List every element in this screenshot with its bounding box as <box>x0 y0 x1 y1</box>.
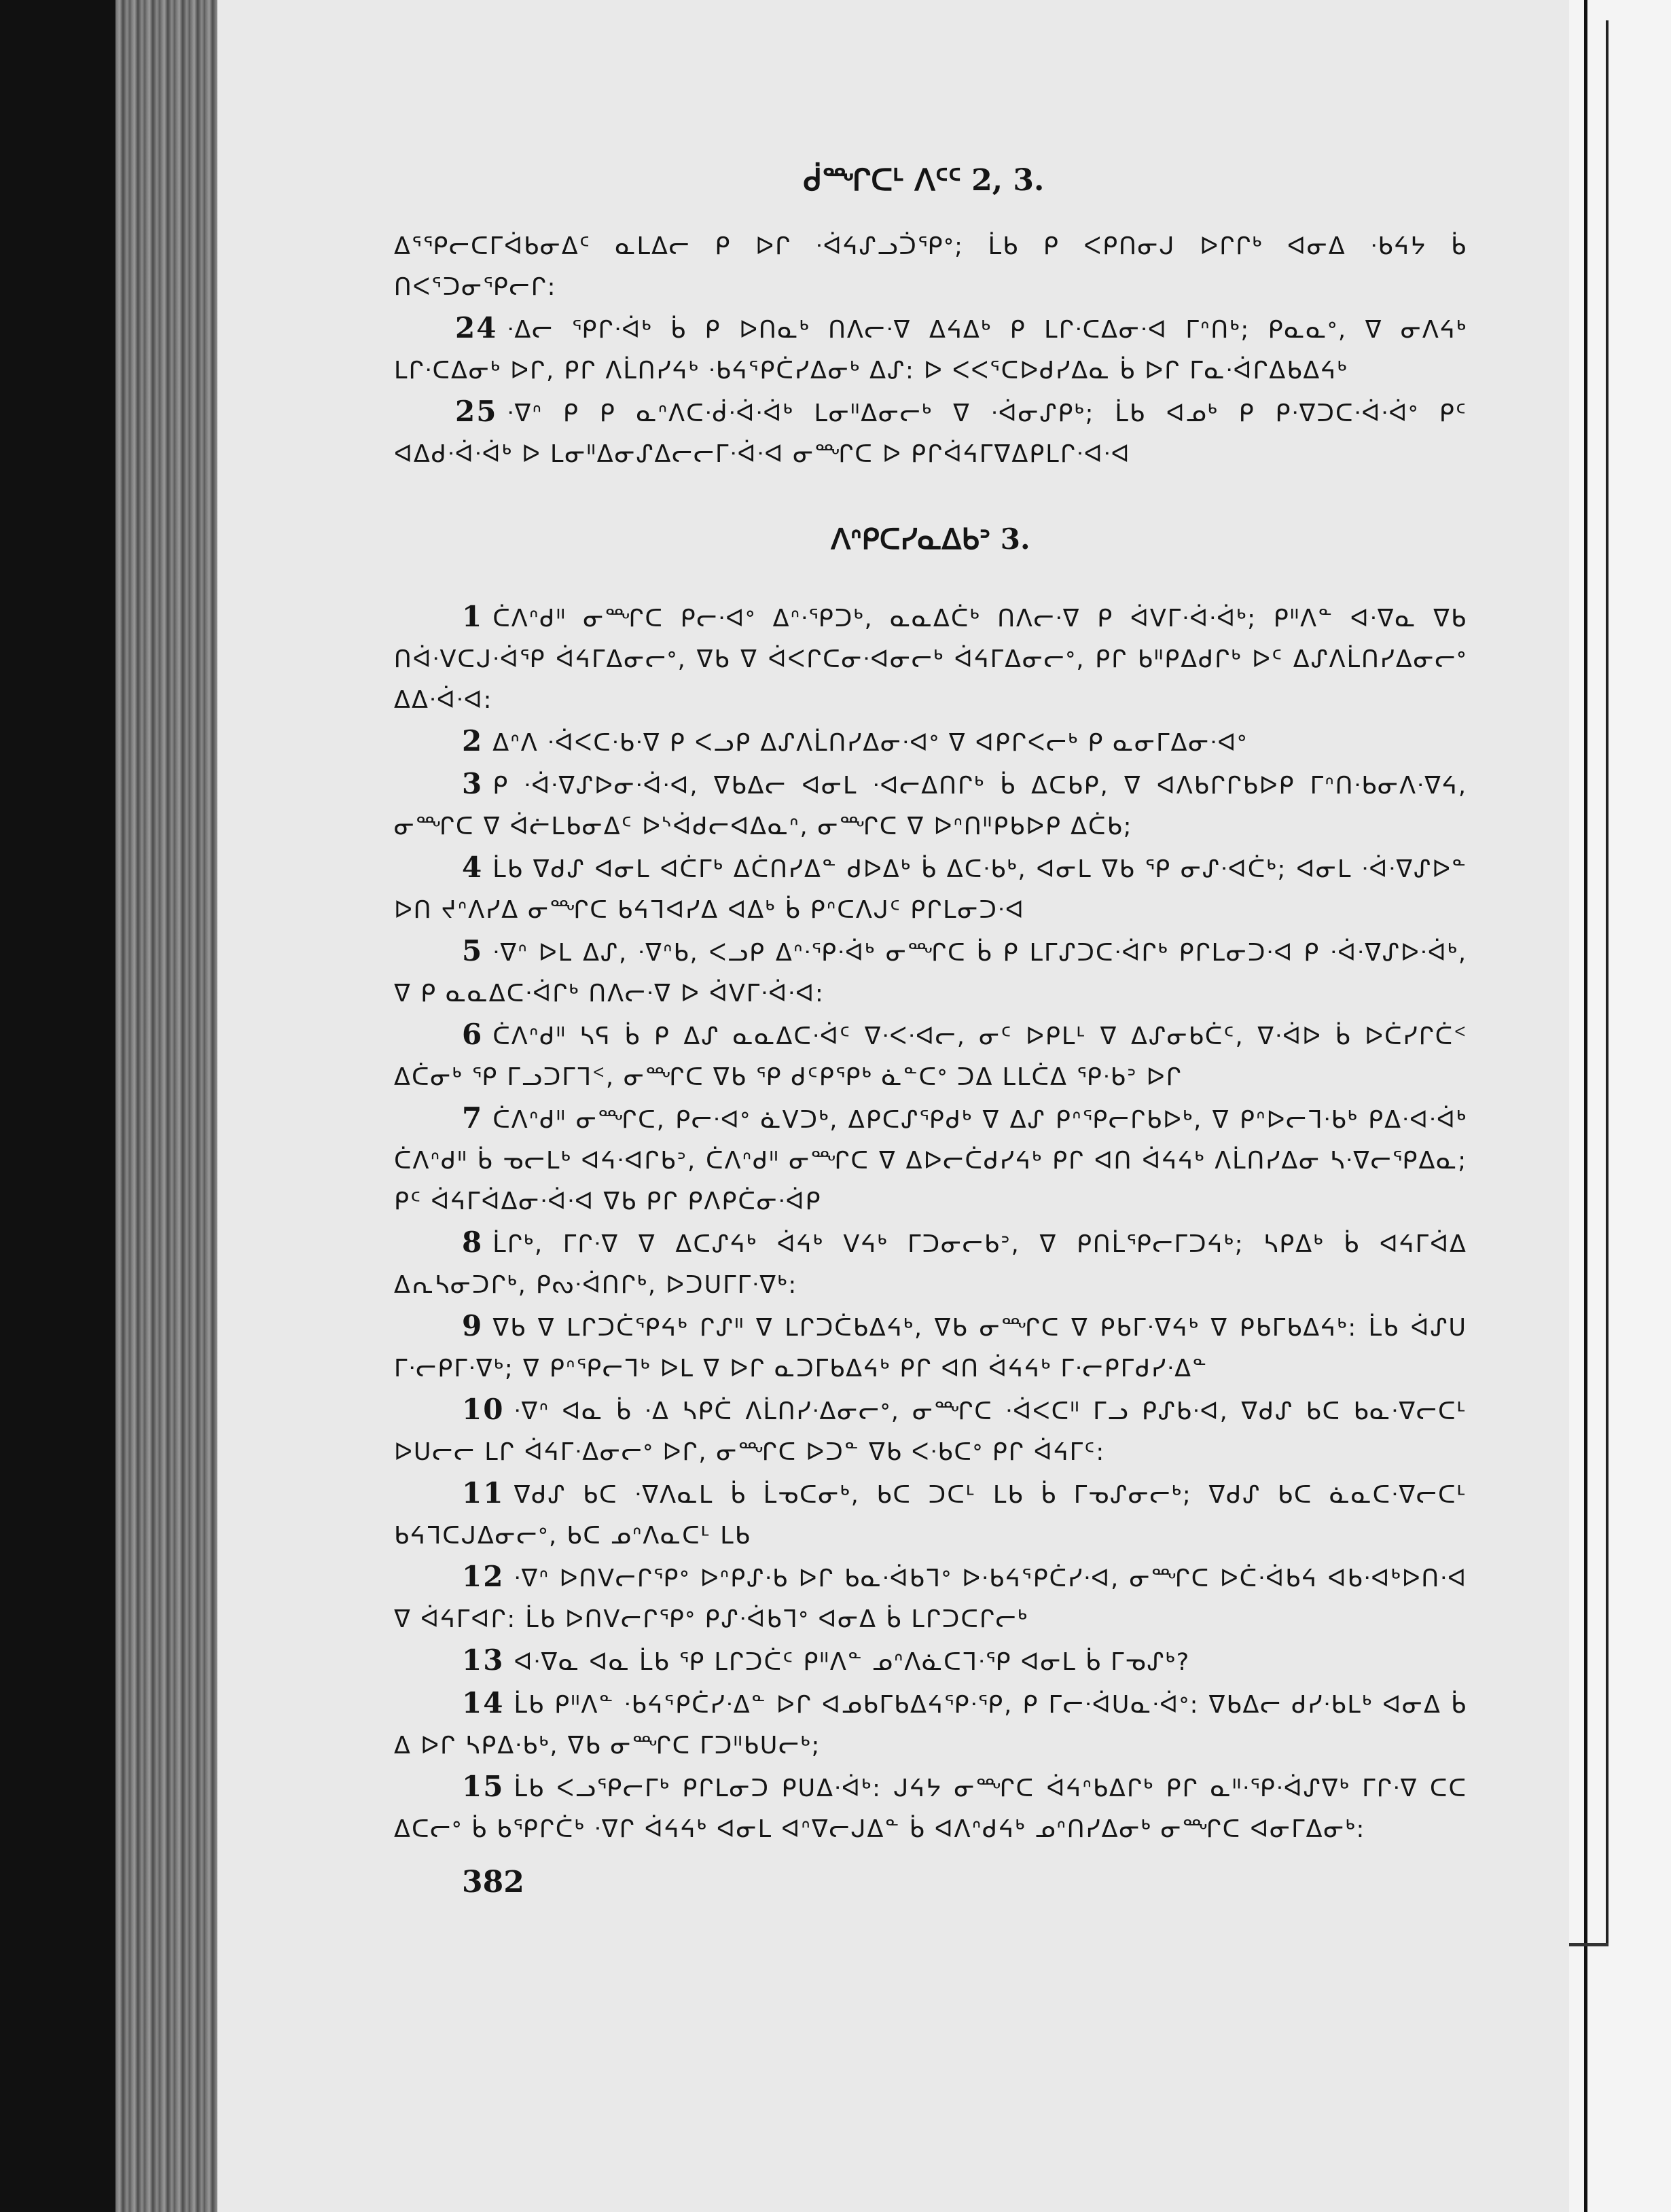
running-head: ᑰᙱᑕᒻ ᐱᑦᑦ 2, 3. <box>803 163 1045 198</box>
verse-5 <box>394 931 1467 1014</box>
verse-1 <box>394 596 1467 721</box>
verse-3 <box>394 764 1467 847</box>
verse-text: ᒫᒋᒃ, ᒥᒋᐧᐁ ᐁ ᐃᑕᔑᔦᒃ ᐋᔦᒃ ᐯᔦᒃ ᒥᑐᓂᓕᑲᐣ, ᐁ ᑭᑎᒫᕿᓕᒥᑐᔦᒃ; ᓴᑭᐃᒃ ᑳ ᐊᔦᒥᐋᐃ ᐃᕆᓴᓂᑐᒋᒃ, ᑭᔓᐧᐋᑎᒋᒃ, ᐅᑐᑌᒥᒥᐧᐁᒃ: <box>394 1231 1467 1299</box>
facing-page-edge <box>1569 0 1671 2212</box>
verse-text: ᐧᐁᐢ ᐊᓇ ᑳ ᐧᐃ ᓴᑭᑖ ᐱᒫᑎᓯᐧᐃᓂᓕᐤ, ᓂᙱᑕ ᐧᐋᐸᑕᐦ ᒥᓗ ᑭᔑᑲᐧᐊ, ᐁᑯᔑ ᑲᑕ ᑲᓇᐧᐁᓕᑕᒻ ᐅᑌᓕᓕ ᒪᒋ ᐋᔦᒥᐧᐃᓂᓕᐤ ᐅᒋ, ᓂᙱᑕ ᐅᑐᓐ ᐁᑲ ᐸᐧᑲᑕᐤ ᑭᒋ ᐋᔦᒥᑦ: <box>394 1398 1467 1466</box>
verse-11 <box>394 1473 1467 1556</box>
verse-text: ᐧᐃᓕ ᕿᒋᐧᐋᒃ ᑳ ᑭ ᐅᑎᓇᒃ ᑎᐱᓕᐧᐁ ᐃᔦᐃᒃ ᑭ ᒪᒋᐧᑕᐃᓂᐧᐊ ᒥᐢᑎᒃ; ᑭᓇᓇᐤ, ᐁ ᓂᐱᔦᒃ ᒪᒋᐧᑕᐃᓂᒃ ᐅᒋ, ᑭᒋ ᐱᒫᑎᓯᔦᒃ ᐧᑲᔦᕐᑭᑖᓯᐃᓂᒃ ᐃᔑ: ᐅ ᐸᐸᕐᑕᐅᑯᓯᐃᓇ ᑳ ᐅᒋ ᒥᓇᐧᐋᒋᐃᑲᐃᔦᒃ <box>394 317 1467 385</box>
verse-number: 6 <box>462 1018 484 1051</box>
verse-number: 7 <box>462 1101 484 1135</box>
page-edge-foot <box>1569 1943 1609 1946</box>
verse-number: 11 <box>462 1476 505 1510</box>
verse-13 <box>394 1640 1467 1683</box>
verse-number: 8 <box>462 1226 484 1259</box>
verse-text: ᒫᑲ ᑭᐦᐱᓐ ᐧᑲᔦᕐᑭᑖᓯᐧᐃᓐ ᐅᒋ ᐊᓄᑲᒥᑲᐃᔦᕿᐧᕿ, ᑭ ᒥᓕᐧᐋᑌᓇᐧᐋᐤ: ᐁᑲᐃᓕ ᑯᓯᐧᑲᒪᒃ ᐊᓂᐃ ᑳ ᐃ ᐅᒋ ᓴᑭᐃᐧᑲᒃ, ᐁᑲ ᓂᙱᑕ ᒥᑐᐦᑲᑌᓕᒃ; <box>394 1692 1467 1760</box>
verse-text: ᒫᑲ ᐁᑯᔑ ᐊᓂᒪ ᐊᑖᒥᒃ ᐃᑖᑎᓯᐃᓐ ᑯᐅᐃᒃ ᑳ ᐃᑕᐧᑲᒃ, ᐊᓂᒪ ᐁᑲ ᕿ ᓂᔑᐧᐊᑖᒃ; ᐊᓂᒪ ᐧᐋᐧᐁᔑᐅᓐ ᐅᑎ ᔪᐢᐱᓯᐃ ᓂᙱᑕ ᑲᔦᒣᐊᓯᐃ ᐊᐃᒃ ᑳ ᑭᐢᑕᐱᒍᑦ ᑭᒋᒪᓂᑐᐧᐊ <box>394 856 1467 924</box>
verse-text: ᐁᑲ ᐁ ᒪᒋᑐᑖᕿᔦᒃ ᒋᔑᐦ ᐁ ᒪᒋᑐᑖᑲᐃᔦᒃ, ᐁᑲ ᓂᙱᑕ ᐁ ᑭᑲᒥᐧᐁᔦᒃ ᐁ ᑭᑲᒥᑲᐃᔦᒃ: ᒫᑲ ᐋᔑᑌ ᒥᐧᓕᑭᒥᐧᐁᒃ; ᐁ ᑭᐢᕿᓕᒣᒃ ᐅᒪ ᐁ ᐅᒋ ᓇᑐᒥᑲᐃᔦᒃ ᑭᒋ ᐊᑎ ᐋᔦᔦᒃ ᒥᐧᓕᑭᒥᑯᓯᐧᐃᓐ <box>394 1315 1467 1382</box>
verse-25 <box>394 391 1467 475</box>
chapter-2-tail <box>394 226 1467 475</box>
verse-number: 14 <box>462 1686 505 1719</box>
verse-number: 13 <box>462 1643 505 1677</box>
verse-number: 24 <box>455 311 498 344</box>
verse-text: ᐧᐁᐢ ᑭ ᑭ ᓇᐢᐱᑕᐧᑰᐧᐋᐧᐋᒃ ᒪᓂᐦᐃᓂᓕᒃ ᐁ ᐧᐋᓂᔑᑭᒃ; ᒫᑲ ᐊᓄᒃ ᑭ ᑭᐧᐁᑐᑕᐧᐋᐧᐋᐤ ᑭᑦ ᐊᐃᑯᐧᐋᐧᐋᒃ ᐅ ᒪᓂᐦᐃᓂᔑᐃᓕᓕᒥᐧᐋᐧᐊ ᓂᙱᑕ ᐅ ᑭᒋᐋᔦᒥᐁᐃᑭᒪᒋᐧᐊᐧᐊ <box>394 400 1467 468</box>
verse-text: ᒫᑲ ᐸᓗᕿᓕᒥᒃ ᑭᒋᒪᓂᑐ ᑭᑌᐃᐧᐋᒃ: ᒍᔦᔭ ᓂᙱᑕ ᐋᔦᐢᑲᐃᒋᒃ ᑭᒋ ᓇᐦᐧᕿᐧᐋᔑᐁᒃ ᒥᒋᐧᐁ ᑕᑕ ᐃᑕᓕᐤ ᑳ ᑲᕿᒋᑖᒃ ᐧᐁᒋ ᐋᔦᔦᒃ ᐊᓂᒪ ᐊᐢᐁᓕᒍᐃᓐ ᑳ ᐊᐱᐢᑯᔦᒃ ᓄᐢᑎᓯᐃᓂᒃ ᓂᙱᑕ ᐊᓂᒥᐃᓂᒃ: <box>394 1775 1467 1843</box>
verse-10 <box>394 1389 1467 1473</box>
verse-4 <box>394 847 1467 931</box>
verse-2 <box>394 721 1467 764</box>
verse-15 <box>394 1766 1467 1850</box>
verse-text: ᐧᐁᐢ ᐅᒪ ᐃᔑ, ᐧᐁᐢᑲ, ᐸᓗᑭ ᐃᐢᐧᕿᐧᐋᒃ ᓂᙱᑕ ᑳ ᑭ ᒪᒥᔑᑐᑕᐧᐋᒋᒃ ᑭᒋᒪᓂᑐᐧᐊ ᑭ ᐧᐋᐧᐁᔑᐅᐧᐋᒃ, ᐁ ᑭ ᓇᓇᐃᑕᐧᐋᒋᒃ ᑎᐱᓕᐧᐁ ᐅ ᐋᐯᒥᐧᐋᐧᐊ: <box>394 940 1467 1007</box>
verse-number: 10 <box>462 1393 505 1426</box>
verse-number: 5 <box>462 934 484 967</box>
verse-8 <box>394 1222 1467 1306</box>
verse-text: ᑖᐱᐢᑯᐦ ᓂᙱᑕ, ᑭᓕᐧᐊᐤ ᓈᐯᑐᒃ, ᐃᑭᑕᔑᕿᑯᒃ ᐁ ᐃᔑ ᑭᐢᕿᓕᒋᑲᐅᒃ, ᐁ ᑭᐢᐅᓕᒣᐧᑲᒃ ᑭᐃᐧᐊᐧᐋᒃ ᑖᐱᐢᑯᐦ ᑳ ᓀᓕᒪᒃ ᐊᔦᐧᐊᒋᑲᐣ, ᑖᐱᐢᑯᐦ ᓂᙱᑕ ᐁ ᐃᐅᓕᑖᑯᓯᔦᒃ ᑭᒋ ᐊᑎ ᐋᔦᔦᒃ ᐱᒫᑎᓯᐃᓂ ᓴᐧᐁᓕᕿᐃᓇ; ᑭᑦ ᐋᔦᒥᐋᐃᓂᐧᐋᐧᐊ ᐁᑲ ᑭᒋ ᑭᐱᑭᑖᓂᐧᐋᑭ <box>394 1107 1467 1215</box>
verse-number: 25 <box>455 395 498 428</box>
book-binding-gutter <box>115 0 217 2212</box>
chapter-3-verses <box>394 596 1467 1850</box>
verse-number: 9 <box>462 1309 484 1342</box>
verse-continuation <box>394 226 1467 308</box>
verse-9 <box>394 1306 1467 1389</box>
verse-7 <box>394 1098 1467 1222</box>
verse-14 <box>394 1683 1467 1766</box>
verse-text: ᑖᐱᐢᑯᐦ ᓴᕋ ᑳ ᑭ ᐃᔑ ᓇᓇᐃᑕᐧᐋᑦ ᐁᐧᐸᐧᐊᓕ, ᓂᑦ ᐅᑭᒪᒻ ᐁ ᐃᔑᓂᑲᑖᑦ, ᐁᐧᐋᐅ ᑳ ᐅᑖᓯᒋᑖᑉ ᐃᑖᓂᒃ ᕿ ᒥᓗᑐᒥᒣᑉ, ᓂᙱᑕ ᐁᑲ ᕿ ᑯᑦᑭᕿᒃ ᓈᓐᑕᐤ ᑐᐃ ᒪᒪᑖᐃ ᕿᐧᑲᐣ ᐅᒋ <box>394 1023 1467 1091</box>
verse-text: ᐃᐢᐱ ᐧᐋᐸᑕᐧᑲᐧᐁ ᑭ ᐸᓗᑭ ᐃᔑᐱᒫᑎᓯᐃᓂᐧᐊᐤ ᐁ ᐊᑭᒋᐸᓕᒃ ᑭ ᓇᓂᒥᐃᓂᐧᐊᐤ <box>492 730 1248 757</box>
scan-dark-margin <box>0 0 115 2212</box>
chapter-heading: ᐱᐢᑭᑕᓯᓇᐃᑲᐣ 3. <box>831 522 1030 556</box>
page-edge-line <box>1606 20 1609 1943</box>
verse-number: 3 <box>462 767 484 800</box>
verse-text: ᐃᕐᕿᓕᑕᒥᐋᑲᓂᐃᑦ ᓇᒪᐃᓕ ᑭ ᐅᒋ ᐧᐋᔦᔑᓗᑑᕿᐤ; ᒫᑲ ᑭ ᐸᑭᑎᓂᒍ ᐅᒋᒋᒃ ᐊᓂᐃ ᐧᑲᔦᔭ ᑳ ᑎᐸᕐᑐᓂᕿᓕᒋ: <box>394 233 1467 301</box>
verse-text: ᑖᐱᐢᑯᐦ ᓂᙱᑕ ᑭᓕᐧᐊᐤ ᐃᐢᐧᕿᑐᒃ, ᓇᓇᐃᑖᒃ ᑎᐱᓕᐧᐁ ᑭ ᐋᐯᒥᐧᐋᐧᐋᒃ; ᑭᐦᐱᓐ ᐊᐧᐁᓇ ᐁᑲ ᑎᐋᐧᐯᑕᒍᐧᐋᕿ ᐋᔦᒥᐃᓂᓕᐤ, ᐁᑲ ᐁ ᐋᐸᒋᑕᓂᐧᐊᓂᓕᒃ ᐋᔦᒥᐃᓂᓕᐤ, ᑭᒋ ᑲᐦᑭᐃᑯᒋᒃ ᐅᑦ ᐃᔑᐱᒫᑎᓯᐃᓂᓕᐤ ᐃᐃᐧᐋᐧᐊ: <box>394 605 1467 714</box>
page-content <box>394 163 1467 1899</box>
page-edge-line <box>1584 0 1587 2212</box>
verse-number: 4 <box>462 851 484 884</box>
verse-text: ᐊᐧᐁᓇ ᐊᓇ ᒫᑲ ᕿ ᒪᒋᑐᑖᑦ ᑭᐦᐱᓐ ᓄᐢᐱᓈᑕᒣᐧᕿ ᐊᓂᒪ ᑳ ᒥᓀᔑᒃ? <box>514 1649 1191 1676</box>
verse-number: 12 <box>462 1560 505 1593</box>
verse-text: ᐁᑯᔑ ᑲᑕ ᐧᐁᐱᓇᒪ ᑳ ᒫᓀᑕᓂᒃ, ᑲᑕ ᑐᑕᒻ ᒪᑲ ᑳ ᒥᓀᔑᓂᓕᒃ; ᐁᑯᔑ ᑲᑕ ᓈᓇᑕᐧᐁᓕᑕᒻ ᑲᔦᒣᑕᒍᐃᓂᓕᐤ, ᑲᑕ ᓄᐢᐱᓇᑕᒻ ᒪᑲ <box>394 1482 1467 1550</box>
verse-12 <box>394 1556 1467 1640</box>
verse-number: 15 <box>462 1770 505 1803</box>
verse-6 <box>394 1014 1467 1098</box>
verse-text: ᑭ ᐧᐋᐧᐁᔑᐅᓂᐧᐋᐧᐊ, ᐁᑲᐃᓕ ᐊᓂᒪ ᐧᐊᓕᐃᑎᒋᒃ ᑳ ᐃᑕᑲᑭ, ᐁ ᐊᐱᑲᒋᒋᑲᐅᑭ ᒥᐢᑎᐧᑲᓂᐱᐧᐁᔦ, ᓂᙱᑕ ᐁ ᐋᓖᒪᑲᓂᐃᑦ ᐅᔅᐋᑯᓕᐊᐃᓇᐢ, ᓂᙱᑕ ᐁ ᐅᐢᑎᐦᑭᑲᐅᑭ ᐃᑖᑲ; <box>394 772 1467 840</box>
verse-24 <box>394 308 1467 391</box>
verse-number: 2 <box>462 724 484 757</box>
page-number: 382 <box>462 1865 524 1899</box>
verse-text: ᐧᐁᐢ ᐅᑎᐯᓕᒋᕿᐤ ᐅᐢᑭᔑᐧᑲ ᐅᒋ ᑲᓇᐧᐋᑲᒣᐤ ᐅᐧᑲᔦᕐᑭᑖᓯᐧᐊ, ᓂᙱᑕ ᐅᑖᐧᐋᑲᔦ ᐊᑲᐧᐊᒃᐅᑎᐧᐊ ᐁ ᐋᔦᒥᐊᒋ: ᒫᑲ ᐅᑎᐯᓕᒋᕿᐤ ᑭᔑᐧᐋᑲᒣᐤ ᐊᓂᐃ ᑳ ᒪᒋᑐᑕᒋᓕᒃ <box>394 1565 1467 1633</box>
verse-number: 1 <box>462 600 484 633</box>
